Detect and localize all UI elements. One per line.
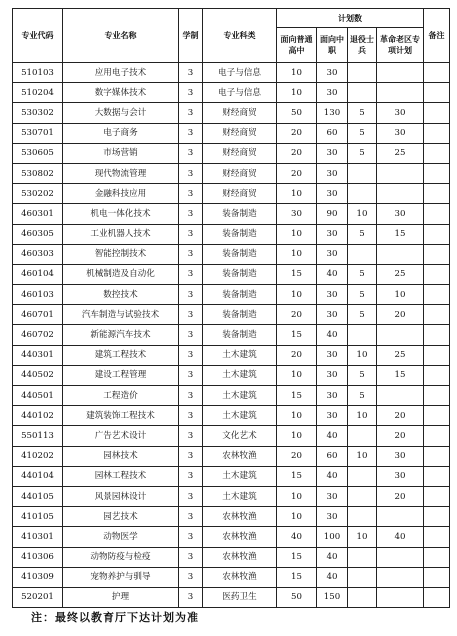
cell-plan-general: 40	[277, 527, 317, 547]
cell-duration: 3	[179, 204, 203, 224]
cell-category: 财经商贸	[203, 123, 277, 143]
cell-duration: 3	[179, 406, 203, 426]
table-row	[13, 83, 450, 103]
cell-plan-general: 20	[277, 446, 317, 466]
cell-category: 装备制造	[203, 224, 277, 244]
cell-plan-vocational: 40	[317, 567, 348, 587]
cell-remarks	[424, 264, 450, 284]
cell-plan-general: 15	[277, 567, 317, 587]
cell-duration: 3	[179, 587, 203, 607]
cell-remarks	[424, 204, 450, 224]
cell-code: 530302	[13, 103, 63, 123]
cell-plan-general: 50	[277, 103, 317, 123]
cell-code: 460303	[13, 244, 63, 264]
table-body	[13, 63, 450, 608]
cell-remarks	[424, 123, 450, 143]
cell-category: 医药卫生	[203, 587, 277, 607]
cell-duration: 3	[179, 365, 203, 385]
cell-remarks	[424, 527, 450, 547]
cell-code: 460305	[13, 224, 63, 244]
cell-plan-vocational: 30	[317, 305, 348, 325]
cell-remarks	[424, 184, 450, 204]
cell-name: 金融科技应用	[63, 184, 179, 204]
table-row	[13, 406, 450, 426]
cell-plan-veteran	[348, 507, 377, 527]
table-row	[13, 305, 450, 325]
cell-plan-vocational: 30	[317, 365, 348, 385]
cell-plan-revolutionary	[377, 567, 424, 587]
cell-plan-vocational: 40	[317, 466, 348, 486]
cell-plan-general: 15	[277, 325, 317, 345]
table-row	[13, 184, 450, 204]
cell-name: 建筑装饰工程技术	[63, 406, 179, 426]
cell-duration: 3	[179, 325, 203, 345]
cell-code: 410105	[13, 507, 63, 527]
cell-remarks	[424, 285, 450, 305]
cell-duration: 3	[179, 285, 203, 305]
table-row	[13, 567, 450, 587]
cell-duration: 3	[179, 63, 203, 83]
cell-name: 建筑工程技术	[63, 345, 179, 365]
cell-name: 园林技术	[63, 446, 179, 466]
cell-duration: 3	[179, 305, 203, 325]
cell-code: 550113	[13, 426, 63, 446]
cell-duration: 3	[179, 184, 203, 204]
cell-plan-vocational: 30	[317, 143, 348, 163]
cell-plan-revolutionary	[377, 325, 424, 345]
cell-category: 土木建筑	[203, 386, 277, 406]
cell-plan-general: 20	[277, 345, 317, 365]
cell-category: 财经商贸	[203, 163, 277, 183]
cell-plan-general: 10	[277, 224, 317, 244]
cell-code: 410306	[13, 547, 63, 567]
cell-name: 工业机器人技术	[63, 224, 179, 244]
cell-plan-veteran: 10	[348, 204, 377, 224]
cell-plan-general: 10	[277, 184, 317, 204]
table-row	[13, 163, 450, 183]
cell-plan-revolutionary	[377, 244, 424, 264]
cell-plan-general: 15	[277, 386, 317, 406]
cell-duration: 3	[179, 103, 203, 123]
cell-remarks	[424, 386, 450, 406]
cell-duration: 3	[179, 426, 203, 446]
cell-plan-veteran: 5	[348, 365, 377, 385]
cell-plan-revolutionary	[377, 63, 424, 83]
cell-category: 农林牧渔	[203, 507, 277, 527]
cell-plan-revolutionary: 20	[377, 406, 424, 426]
cell-plan-veteran	[348, 547, 377, 567]
cell-remarks	[424, 224, 450, 244]
header-plan-revolutionary: 革命老区专项计划	[377, 28, 424, 63]
table-row	[13, 547, 450, 567]
cell-remarks	[424, 567, 450, 587]
cell-plan-revolutionary: 20	[377, 426, 424, 446]
header-category: 专业科类	[203, 9, 277, 63]
cell-remarks	[424, 83, 450, 103]
cell-plan-vocational: 90	[317, 204, 348, 224]
cell-plan-vocational: 30	[317, 345, 348, 365]
cell-name: 动物医学	[63, 527, 179, 547]
cell-plan-revolutionary: 30	[377, 466, 424, 486]
cell-code: 440301	[13, 345, 63, 365]
cell-code: 410301	[13, 527, 63, 547]
cell-plan-veteran: 10	[348, 446, 377, 466]
cell-category: 电子与信息	[203, 63, 277, 83]
cell-duration: 3	[179, 507, 203, 527]
cell-duration: 3	[179, 244, 203, 264]
cell-plan-general: 20	[277, 143, 317, 163]
cell-code: 410309	[13, 567, 63, 587]
cell-name: 新能源汽车技术	[63, 325, 179, 345]
cell-category: 装备制造	[203, 244, 277, 264]
cell-plan-general: 20	[277, 305, 317, 325]
cell-category: 土木建筑	[203, 466, 277, 486]
cell-plan-veteran: 5	[348, 143, 377, 163]
cell-name: 智能控制技术	[63, 244, 179, 264]
cell-remarks	[424, 244, 450, 264]
table-row	[13, 244, 450, 264]
cell-remarks	[424, 446, 450, 466]
cell-duration: 3	[179, 123, 203, 143]
cell-plan-veteran: 5	[348, 305, 377, 325]
cell-plan-veteran	[348, 184, 377, 204]
cell-category: 装备制造	[203, 264, 277, 284]
cell-remarks	[424, 507, 450, 527]
table-row	[13, 365, 450, 385]
cell-plan-vocational: 30	[317, 507, 348, 527]
cell-plan-revolutionary: 25	[377, 345, 424, 365]
table-row	[13, 587, 450, 607]
cell-category: 农林牧渔	[203, 527, 277, 547]
cell-plan-revolutionary: 30	[377, 204, 424, 224]
cell-plan-veteran	[348, 63, 377, 83]
cell-remarks	[424, 143, 450, 163]
table-row	[13, 386, 450, 406]
cell-remarks	[424, 426, 450, 446]
cell-plan-general: 20	[277, 163, 317, 183]
cell-plan-veteran: 5	[348, 264, 377, 284]
cell-code: 510103	[13, 63, 63, 83]
cell-plan-veteran: 5	[348, 103, 377, 123]
cell-plan-veteran: 5	[348, 123, 377, 143]
enrollment-plan-table	[12, 8, 450, 608]
cell-category: 财经商贸	[203, 184, 277, 204]
cell-name: 宠物养护与驯导	[63, 567, 179, 587]
table-row	[13, 466, 450, 486]
cell-category: 装备制造	[203, 325, 277, 345]
cell-name: 机电一体化技术	[63, 204, 179, 224]
cell-plan-vocational: 30	[317, 224, 348, 244]
cell-code: 460701	[13, 305, 63, 325]
cell-plan-veteran	[348, 426, 377, 446]
cell-plan-general: 10	[277, 507, 317, 527]
cell-duration: 3	[179, 163, 203, 183]
cell-duration: 3	[179, 345, 203, 365]
cell-plan-revolutionary: 15	[377, 365, 424, 385]
cell-remarks	[424, 406, 450, 426]
cell-remarks	[424, 587, 450, 607]
table-row	[13, 143, 450, 163]
cell-category: 农林牧渔	[203, 547, 277, 567]
cell-plan-vocational: 40	[317, 426, 348, 446]
cell-plan-general: 10	[277, 486, 317, 506]
cell-remarks	[424, 63, 450, 83]
cell-code: 530802	[13, 163, 63, 183]
cell-plan-veteran	[348, 163, 377, 183]
cell-plan-general: 10	[277, 63, 317, 83]
cell-category: 土木建筑	[203, 365, 277, 385]
cell-plan-vocational: 150	[317, 587, 348, 607]
table-row	[13, 507, 450, 527]
cell-name: 应用电子技术	[63, 63, 179, 83]
cell-category: 农林牧渔	[203, 567, 277, 587]
cell-duration: 3	[179, 224, 203, 244]
table-row	[13, 325, 450, 345]
cell-code: 530701	[13, 123, 63, 143]
cell-plan-veteran: 10	[348, 345, 377, 365]
header-plan-veteran: 退役士兵	[348, 28, 377, 63]
cell-plan-general: 15	[277, 547, 317, 567]
cell-plan-revolutionary	[377, 507, 424, 527]
cell-plan-general: 15	[277, 466, 317, 486]
cell-code: 440102	[13, 406, 63, 426]
cell-code: 510204	[13, 83, 63, 103]
table-row	[13, 446, 450, 466]
cell-plan-veteran: 5	[348, 224, 377, 244]
cell-remarks	[424, 345, 450, 365]
cell-category: 农林牧渔	[203, 446, 277, 466]
cell-plan-revolutionary: 25	[377, 143, 424, 163]
cell-plan-veteran	[348, 567, 377, 587]
header-name: 专业名称	[63, 9, 179, 63]
cell-plan-veteran	[348, 83, 377, 103]
cell-plan-vocational: 40	[317, 325, 348, 345]
cell-name: 动物防疫与检疫	[63, 547, 179, 567]
table-row	[13, 123, 450, 143]
cell-plan-veteran: 5	[348, 285, 377, 305]
cell-name: 园艺技术	[63, 507, 179, 527]
cell-code: 440104	[13, 466, 63, 486]
cell-plan-general: 20	[277, 123, 317, 143]
cell-plan-vocational: 130	[317, 103, 348, 123]
table-row	[13, 486, 450, 506]
cell-plan-vocational: 30	[317, 83, 348, 103]
cell-plan-veteran	[348, 587, 377, 607]
cell-code: 440501	[13, 386, 63, 406]
cell-plan-veteran	[348, 244, 377, 264]
table-row	[13, 426, 450, 446]
cell-remarks	[424, 466, 450, 486]
cell-code: 440105	[13, 486, 63, 506]
table-row	[13, 63, 450, 83]
cell-category: 装备制造	[203, 204, 277, 224]
table-row	[13, 204, 450, 224]
cell-plan-veteran: 5	[348, 386, 377, 406]
cell-plan-general: 50	[277, 587, 317, 607]
cell-name: 园林工程技术	[63, 466, 179, 486]
cell-plan-revolutionary: 40	[377, 527, 424, 547]
cell-code: 460301	[13, 204, 63, 224]
cell-category: 装备制造	[203, 285, 277, 305]
header-plan-group: 计划数	[277, 9, 424, 28]
cell-name: 汽车制造与试验技术	[63, 305, 179, 325]
cell-plan-vocational: 30	[317, 406, 348, 426]
cell-code: 460103	[13, 285, 63, 305]
cell-remarks	[424, 305, 450, 325]
cell-plan-general: 10	[277, 244, 317, 264]
cell-plan-revolutionary	[377, 386, 424, 406]
cell-plan-general: 10	[277, 285, 317, 305]
cell-name: 工程造价	[63, 386, 179, 406]
cell-remarks	[424, 365, 450, 385]
cell-code: 520201	[13, 587, 63, 607]
cell-plan-general: 10	[277, 426, 317, 446]
cell-name: 广告艺术设计	[63, 426, 179, 446]
cell-plan-revolutionary	[377, 184, 424, 204]
cell-remarks	[424, 163, 450, 183]
cell-name: 数字媒体技术	[63, 83, 179, 103]
footnote: 注：最终以教育厅下达计划为准	[31, 611, 199, 624]
cell-plan-vocational: 30	[317, 163, 348, 183]
cell-plan-revolutionary: 10	[377, 285, 424, 305]
cell-name: 建设工程管理	[63, 365, 179, 385]
cell-plan-veteran	[348, 486, 377, 506]
cell-category: 文化艺术	[203, 426, 277, 446]
cell-plan-vocational: 60	[317, 123, 348, 143]
cell-plan-vocational: 30	[317, 486, 348, 506]
table-row	[13, 224, 450, 244]
cell-remarks	[424, 486, 450, 506]
cell-category: 土木建筑	[203, 345, 277, 365]
cell-plan-general: 10	[277, 365, 317, 385]
cell-plan-vocational: 30	[317, 63, 348, 83]
cell-duration: 3	[179, 466, 203, 486]
cell-category: 土木建筑	[203, 406, 277, 426]
cell-plan-vocational: 30	[317, 244, 348, 264]
cell-remarks	[424, 547, 450, 567]
cell-duration: 3	[179, 386, 203, 406]
cell-plan-vocational: 40	[317, 547, 348, 567]
cell-plan-revolutionary: 25	[377, 264, 424, 284]
cell-plan-vocational: 30	[317, 386, 348, 406]
cell-plan-revolutionary: 30	[377, 103, 424, 123]
cell-plan-revolutionary: 15	[377, 224, 424, 244]
cell-code: 460104	[13, 264, 63, 284]
table-row	[13, 103, 450, 123]
cell-plan-revolutionary	[377, 587, 424, 607]
cell-duration: 3	[179, 143, 203, 163]
table-row	[13, 345, 450, 365]
cell-plan-general: 30	[277, 204, 317, 224]
cell-plan-veteran	[348, 466, 377, 486]
cell-name: 现代物流管理	[63, 163, 179, 183]
cell-plan-veteran: 10	[348, 527, 377, 547]
cell-name: 大数据与会计	[63, 103, 179, 123]
cell-plan-vocational: 40	[317, 264, 348, 284]
header-code: 专业代码	[13, 9, 63, 63]
header-duration: 学制	[179, 9, 203, 63]
cell-code: 530202	[13, 184, 63, 204]
cell-name: 电子商务	[63, 123, 179, 143]
cell-duration: 3	[179, 547, 203, 567]
cell-duration: 3	[179, 567, 203, 587]
cell-remarks	[424, 103, 450, 123]
cell-plan-veteran	[348, 325, 377, 345]
table-row	[13, 285, 450, 305]
cell-remarks	[424, 325, 450, 345]
cell-plan-revolutionary: 20	[377, 486, 424, 506]
cell-name: 风景园林设计	[63, 486, 179, 506]
header-plan-general: 面向普通高中	[277, 28, 317, 63]
cell-category: 装备制造	[203, 305, 277, 325]
cell-plan-vocational: 100	[317, 527, 348, 547]
cell-plan-veteran: 10	[348, 406, 377, 426]
cell-name: 机械制造及自动化	[63, 264, 179, 284]
cell-plan-revolutionary	[377, 547, 424, 567]
cell-duration: 3	[179, 486, 203, 506]
cell-plan-general: 10	[277, 83, 317, 103]
cell-code: 530605	[13, 143, 63, 163]
cell-plan-vocational: 60	[317, 446, 348, 466]
cell-duration: 3	[179, 83, 203, 103]
cell-duration: 3	[179, 264, 203, 284]
cell-plan-general: 10	[277, 406, 317, 426]
cell-category: 土木建筑	[203, 486, 277, 506]
cell-category: 财经商贸	[203, 103, 277, 123]
cell-code: 410202	[13, 446, 63, 466]
cell-name: 数控技术	[63, 285, 179, 305]
cell-plan-revolutionary	[377, 83, 424, 103]
cell-plan-revolutionary: 20	[377, 305, 424, 325]
cell-code: 440502	[13, 365, 63, 385]
header-plan-vocational: 面向中职	[317, 28, 348, 63]
cell-category: 电子与信息	[203, 83, 277, 103]
header-remarks: 备注	[424, 9, 450, 63]
cell-code: 460702	[13, 325, 63, 345]
cell-name: 市场营销	[63, 143, 179, 163]
cell-plan-revolutionary: 30	[377, 446, 424, 466]
cell-name: 护理	[63, 587, 179, 607]
cell-plan-revolutionary	[377, 163, 424, 183]
cell-duration: 3	[179, 446, 203, 466]
cell-plan-revolutionary: 30	[377, 123, 424, 143]
cell-category: 财经商贸	[203, 143, 277, 163]
table-row	[13, 264, 450, 284]
cell-plan-vocational: 30	[317, 285, 348, 305]
cell-duration: 3	[179, 527, 203, 547]
table-row	[13, 527, 450, 547]
cell-plan-vocational: 30	[317, 184, 348, 204]
cell-plan-general: 15	[277, 264, 317, 284]
